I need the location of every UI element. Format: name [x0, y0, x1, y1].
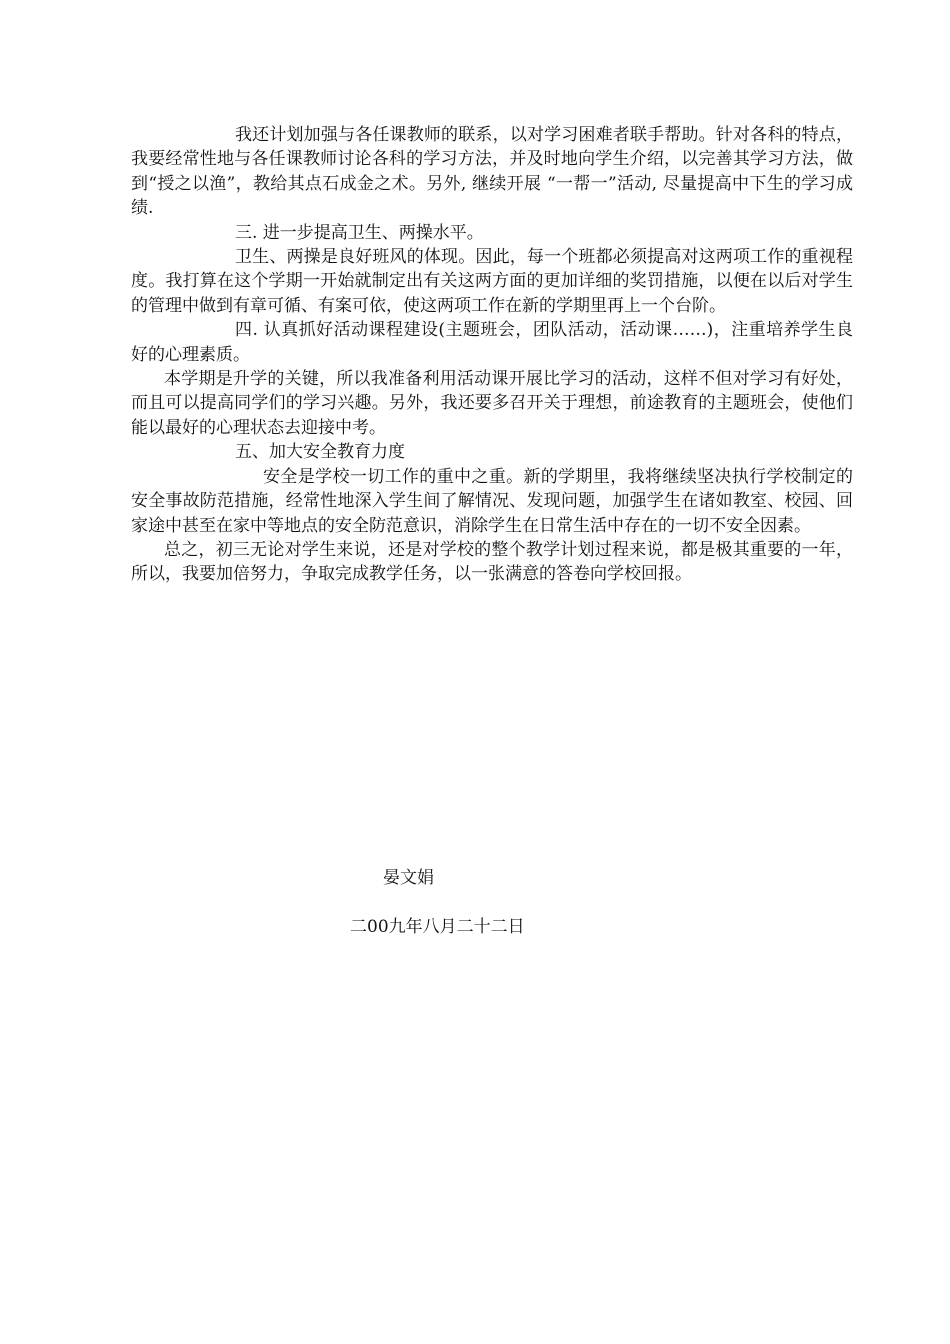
paragraph-activities: 本学期是升学的关键，所以我准备利用活动课开展比学习的活动，这样不但对学习有好处，而且可以提高同学们的学习兴趣。另外，我还要多召开关于理想，前途教育的主题班会，使他们能以最好的心理状态去迎接中考。	[131, 369, 853, 438]
heading-section-four: 四. 认真抓好活动课程建设(主题班会，团队活动，活动课……)，注重培养学生良好的心理素质。	[131, 320, 853, 365]
paragraph-conclusion: 总之，初三无论对学生来说，还是对学校的整个教学计划过程来说，都是极其重要的一年，所以，我要加倍努力，争取完成教学任务，以一张满意的答卷向学校回报。	[131, 539, 853, 585]
paragraph-teacher-contact: 我还计划加强与各任课教师的联系，以对学习困难者联手帮助。针对各科的特点，我要经常性地与各任课教师讨论各科的学习方法，并及时地向学生介绍，以完善其学习方法，做到“授之以渔”，教给其点石成金之术。另外, 继续开展 “一帮一”活动, 尽量提高中下生的学习成绩.	[131, 125, 853, 219]
heading-section-five: 五、加大安全教育力度	[235, 442, 405, 463]
author-signature: 晏文娟	[383, 868, 434, 888]
document-date: 二00九年八月二十二日	[350, 917, 525, 937]
paragraph-hygiene: 卫生、两操是良好班风的体现。因此，每一个班都必须提高对这两项工作的重视程度。我打算在这个学期一开始就制定出有关这两方面的更加详细的奖罚措施，以便在以后对学生的管理中做到有章可循、有案可依，使这两项工作在新的学期里再上一个台阶。	[131, 247, 853, 316]
paragraph-safety: 安全是学校一切工作的重中之重。新的学期里，我将继续坚决执行学校制定的安全事故防范措施，经常性地深入学生间了解情况、发现问题，加强学生在诸如教室、校园、回家途中甚至在家中等地点的安全防范意识，消除学生在日常生活中存在的一切不安全因素。	[131, 466, 853, 536]
document-body	[131, 123, 853, 587]
heading-section-three: 三. 进一步提高卫生、两操水平。	[235, 222, 484, 243]
